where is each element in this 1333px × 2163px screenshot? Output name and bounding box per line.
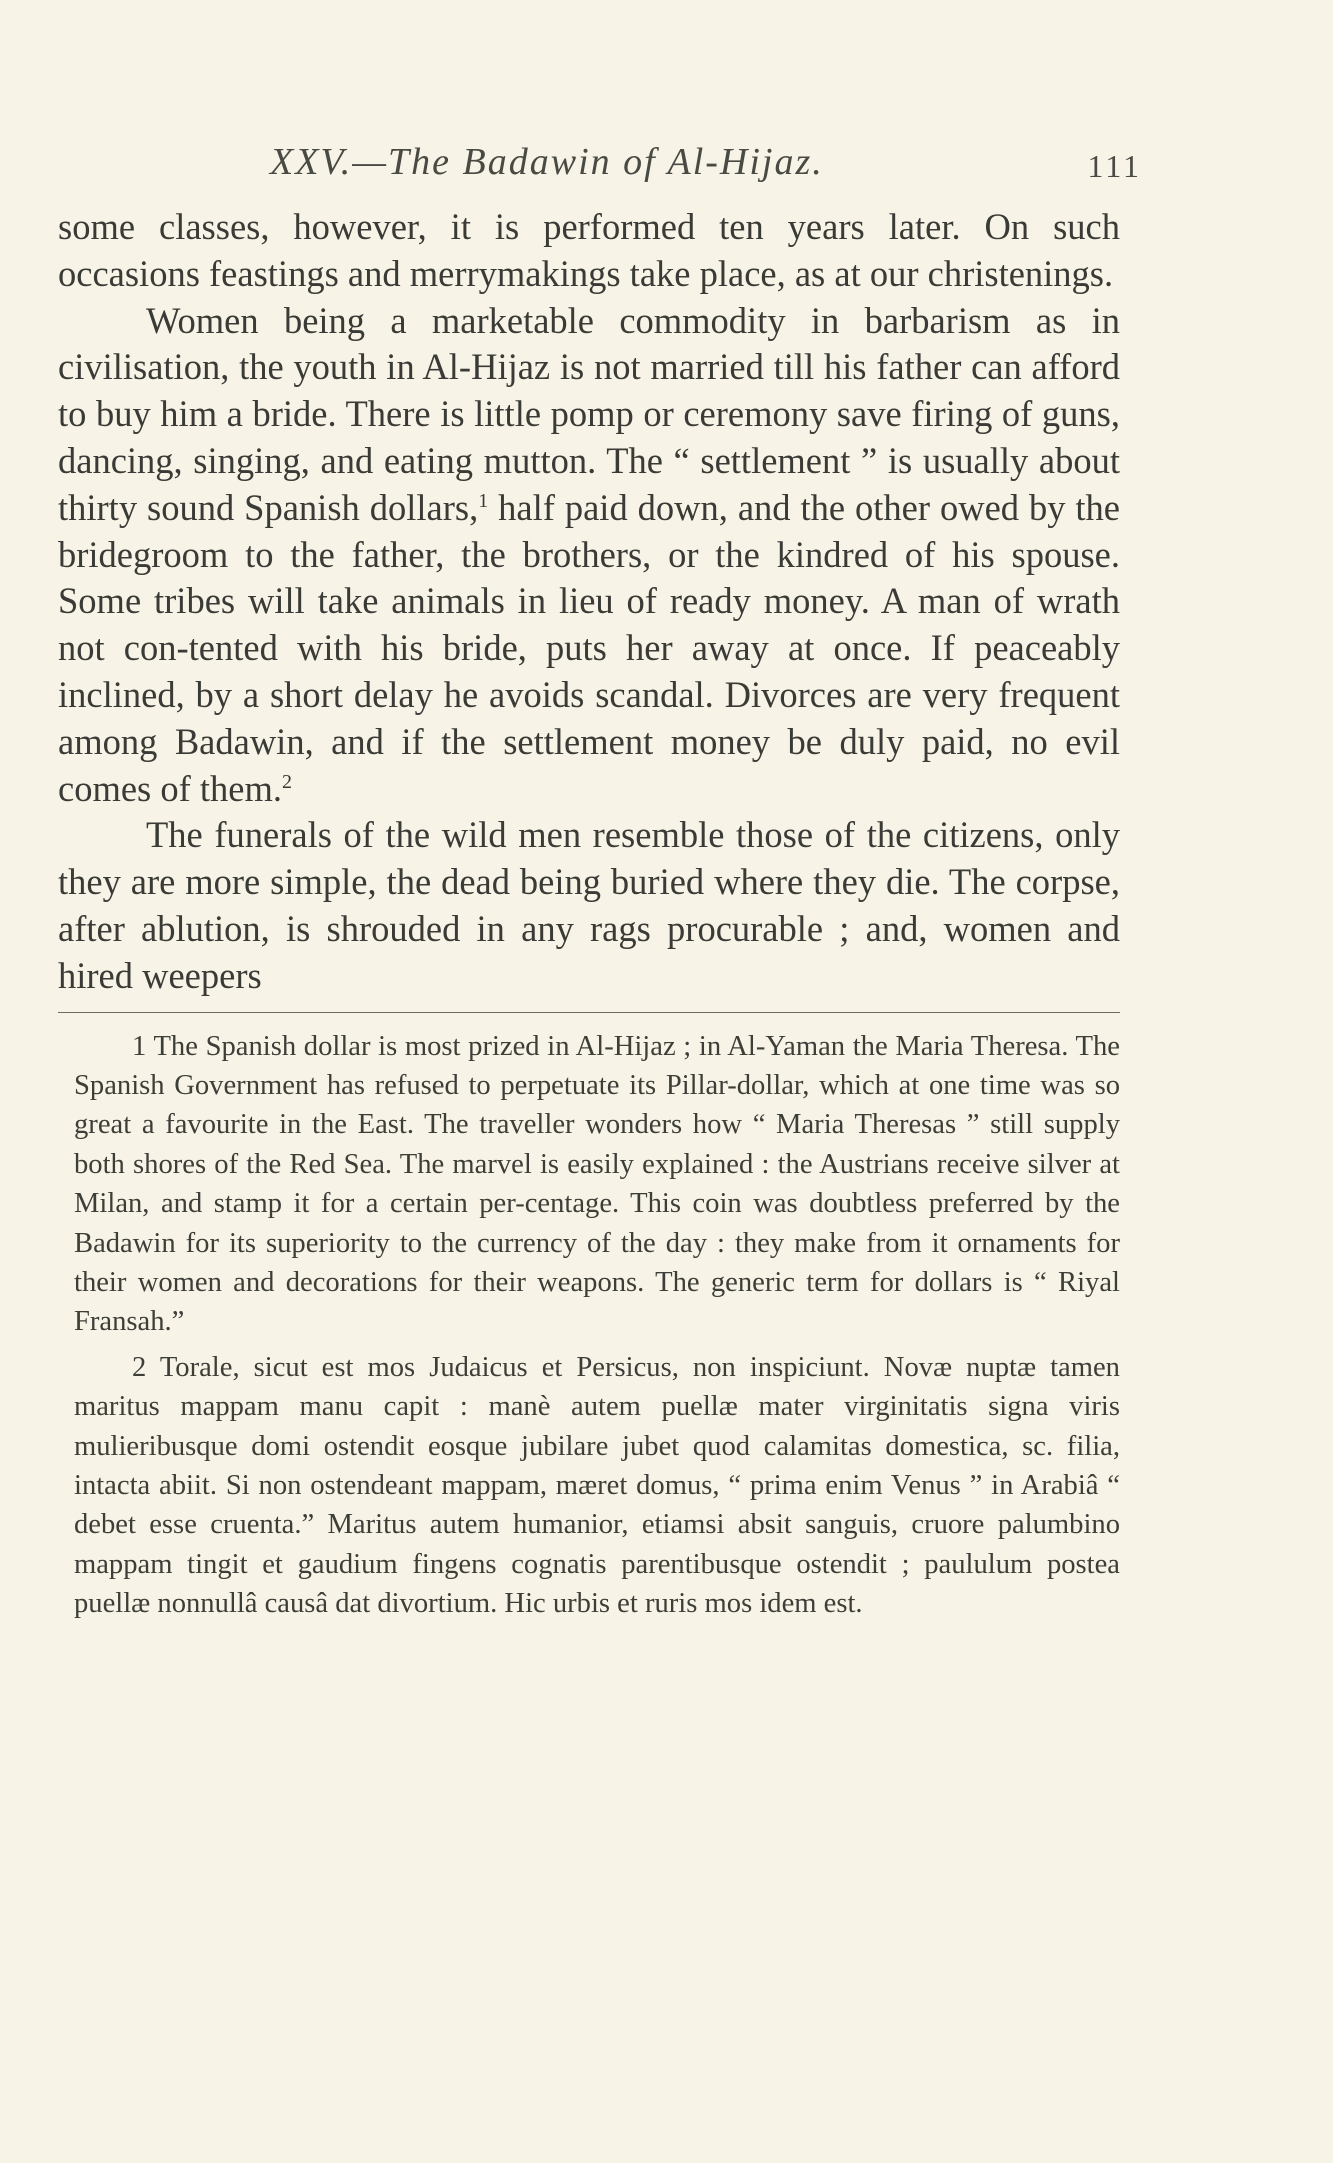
paragraph-1: some classes, however, it is performed ten years later. On such occasions feastings and merrymakings take place, as at our christenings. <box>58 206 1120 294</box>
footnote-1 <box>74 1027 1120 1342</box>
footnote-divider <box>58 1012 1120 1013</box>
footnote-1-number: 1 <box>132 1030 147 1062</box>
book-page <box>58 130 1142 1630</box>
main-text <box>58 204 1120 1000</box>
running-header <box>58 130 1142 200</box>
running-title: XXV.—The Badawin of Al-Hijaz. <box>270 141 824 183</box>
footnote-ref-2: 2 <box>282 770 293 793</box>
footnote-1-text: The Spanish dollar is most prized in Al-Hijaz ; in Al-Yaman the Maria Theresa. The Spanish Government has refused to perpetuate its Pillar-dollar, which at one time was so great a favourite in the East. The traveller wonders how “ Maria Theresas ” still supply both shores of the Red Sea. The marvel is easily explained : the Austrians receive silver at Milan, and stamp it for a certain per-centage. This coin was doubtless preferred by the Badawin for its superiority to the currency of the day : they make from it ornaments for their women and decorations for their weapons. The generic term for dollars is “ Riyal Fransah.” <box>74 1030 1120 1338</box>
paragraph-3: The funerals of the wild men resemble those of the citizens, only they are more simple, the dead being buried where they die. The corpse, after ablution, is shrouded in any rags procurable ; and, women and hired weepers <box>58 814 1120 996</box>
footnote-2-text: Torale, sicut est mos Judaicus et Persicus, non inspiciunt. Novæ nuptæ tamen maritus mappam manu capit : manè autem puellæ mater virginitatis signa viris mulieribusque domi ostendit eosque jubilare jubet quod calamitas domestica, sc. filia, intacta abiit. Si non ostendeant mappam, mæret domus, “ prima enim Venus ” in Arabiâ “ debet esse cruenta.” Maritus autem humanior, etiamsi absit sanguis, cruore palumbino mappam tingit et gaudium fingens cognatis parentibusque ostendit ; paululum postea puellæ nonnullâ causâ dat divortium. Hic urbis et ruris mos idem est. <box>74 1351 1120 1620</box>
footnote-2 <box>74 1348 1120 1624</box>
page-number: 111 <box>1087 148 1142 184</box>
paragraph-2 <box>58 298 1120 813</box>
footnote-ref-1: 1 <box>478 489 489 512</box>
footnotes <box>58 1027 1120 1624</box>
paragraph-2-part-a: Women being a marketable commodity in barbarism as in civilisation, the youth in Al-Hijaz is not married till his father can afford to buy him a bride. There is little pomp or ceremony save firing of guns, dancing, singing, and eating mutton. The “ settlement ” is usually about thirty sound Spanish dollars, <box>58 299 1120 528</box>
footnote-2-number: 2 <box>132 1351 147 1383</box>
paragraph-2-part-b: half paid down, and the other owed by the bridegroom to the father, the brothers, or the kindred of his spouse. Some tribes will take animals in lieu of ready money. A man of wrath not con-tented with his bride, puts her away at once. If peaceably inclined, by a short delay he avoids scandal. Divorces are very frequent among Badawin, and if the settlement money be duly paid, no evil comes of them. <box>58 486 1121 809</box>
